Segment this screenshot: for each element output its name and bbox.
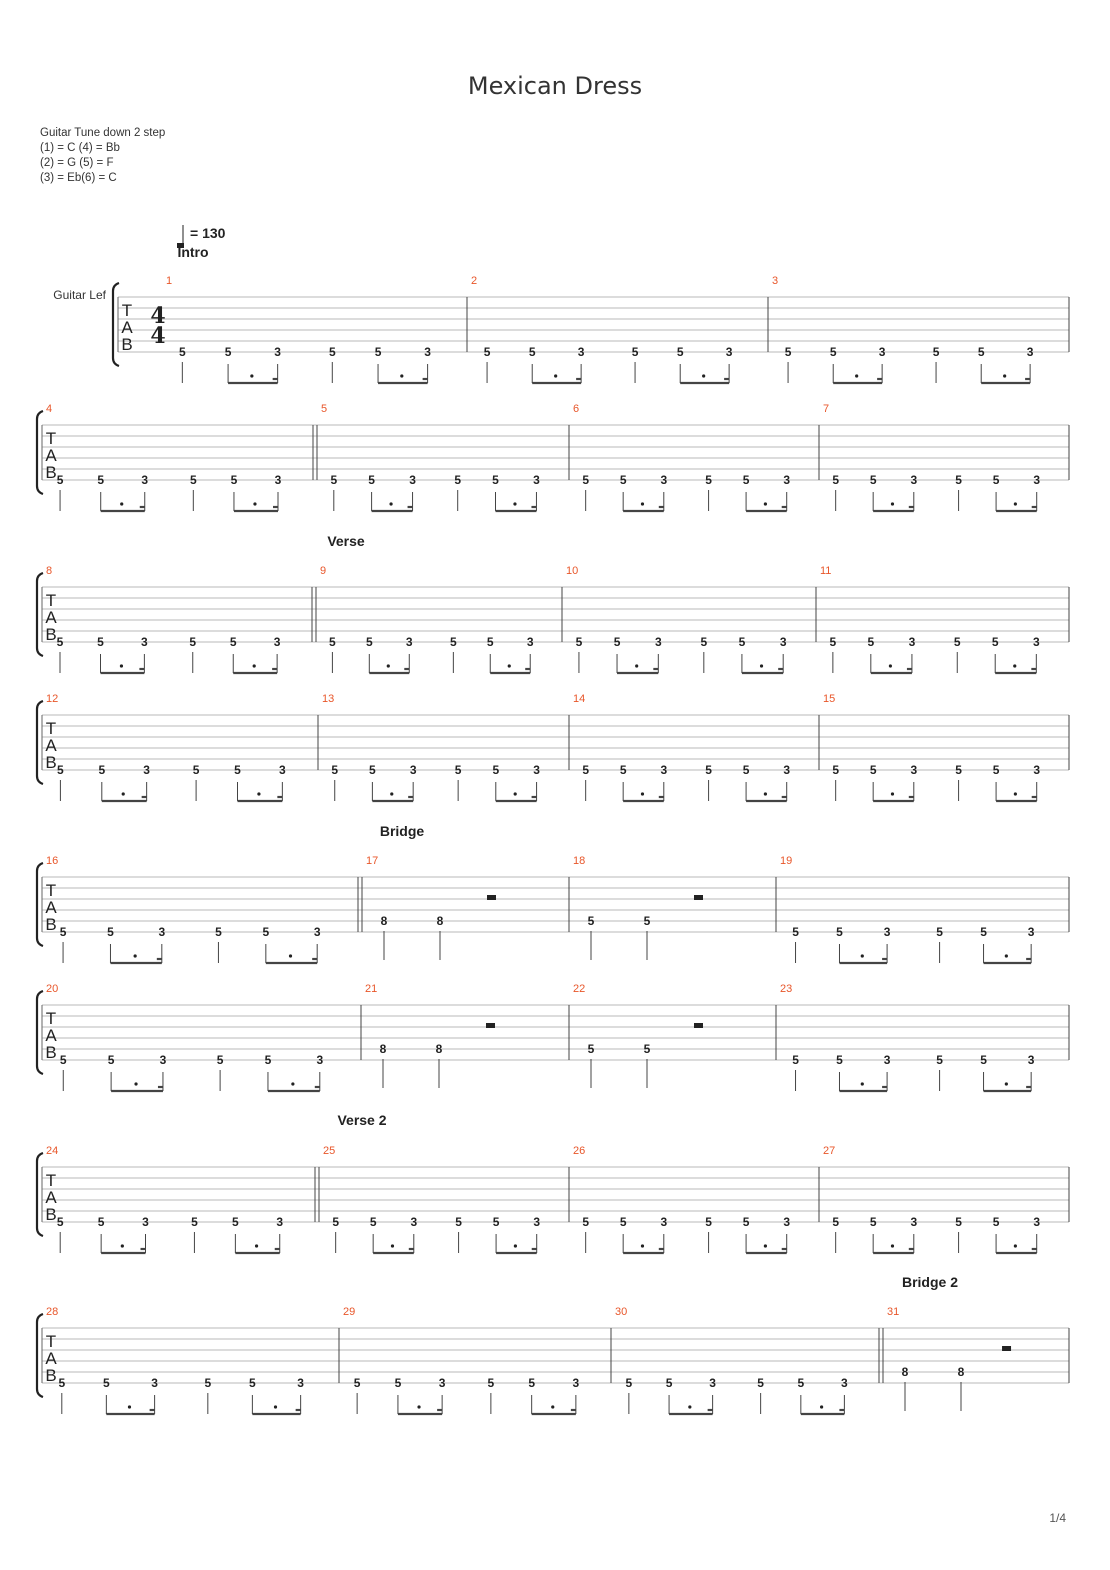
tempo-marking: = 130 xyxy=(190,225,226,241)
tab-clef-letter: B xyxy=(45,753,57,772)
tab-clef-letter: A xyxy=(45,736,57,755)
measure-number: 24 xyxy=(46,1145,59,1157)
fret-number: 5 xyxy=(492,473,499,487)
fret-number: 5 xyxy=(980,925,987,939)
fret-number: 5 xyxy=(224,345,232,359)
fret-number: 3 xyxy=(1033,473,1041,487)
fret-number: 3 xyxy=(276,1215,284,1229)
rhythm-dot xyxy=(891,502,894,505)
fret-number: 8 xyxy=(901,1365,909,1379)
fret-number: 5 xyxy=(582,763,590,777)
measure-number: 19 xyxy=(780,855,793,867)
tab-clef-letter: T xyxy=(45,719,57,738)
rhythm-dot xyxy=(253,664,256,667)
fret-number: 5 xyxy=(832,473,840,487)
tuning-line: (1) = C (4) = Bb xyxy=(40,142,120,154)
measure-number: 17 xyxy=(366,855,379,867)
fret-number: 5 xyxy=(676,345,684,359)
fret-number: 5 xyxy=(643,1042,651,1056)
rhythm-dot xyxy=(1014,792,1017,795)
measure-number: 7 xyxy=(823,403,830,415)
fret-number: 5 xyxy=(58,1376,66,1390)
fret-number: 5 xyxy=(331,763,339,777)
measure-number: 20 xyxy=(46,983,59,995)
rhythm-dot xyxy=(253,502,256,505)
fret-number: 3 xyxy=(159,1053,167,1067)
measure-number: 25 xyxy=(323,1145,336,1157)
fret-number: 5 xyxy=(936,925,943,939)
rhythm-dot xyxy=(861,954,864,957)
fret-number: 3 xyxy=(1027,925,1035,939)
rhythm-dot xyxy=(1014,1244,1017,1247)
fret-number: 5 xyxy=(582,1215,590,1229)
rhythm-dot xyxy=(1014,502,1017,505)
fret-number: 5 xyxy=(454,763,462,777)
fret-number: 5 xyxy=(59,1053,67,1067)
fret-number: 5 xyxy=(107,925,114,939)
tuning-header: Guitar Tune down 2 step xyxy=(40,127,166,139)
fret-number: 5 xyxy=(829,345,837,359)
fret-number: 8 xyxy=(379,1042,387,1056)
section-label: Bridge xyxy=(379,823,425,839)
tab-clef-letter: B xyxy=(121,335,133,354)
tuning-line: (2) = G (5) = F xyxy=(40,157,114,169)
rhythm-dot xyxy=(1003,374,1006,377)
measure-number: 16 xyxy=(46,855,59,867)
fret-number: 5 xyxy=(369,1215,377,1229)
rhythm-dot xyxy=(764,1244,767,1247)
fret-number: 5 xyxy=(189,635,197,649)
fret-number: 5 xyxy=(98,763,106,777)
measure-number: 27 xyxy=(823,1145,836,1157)
fret-number: 5 xyxy=(792,925,799,939)
measure-number: 31 xyxy=(887,1306,900,1318)
tab-clef-letter: B xyxy=(45,915,57,934)
fret-number: 3 xyxy=(1033,1215,1041,1229)
rhythm-dot xyxy=(389,502,392,505)
fret-number: 5 xyxy=(980,1053,987,1067)
rhythm-dot xyxy=(255,1244,258,1247)
tab-clef-letter: A xyxy=(45,898,57,917)
fret-number: 5 xyxy=(486,635,494,649)
fret-number: 5 xyxy=(487,1376,495,1390)
fret-number: 3 xyxy=(709,1376,716,1390)
fret-number: 5 xyxy=(234,763,241,777)
fret-number: 8 xyxy=(435,1042,443,1056)
fret-number: 5 xyxy=(56,473,64,487)
rhythm-dot xyxy=(1005,954,1008,957)
rhythm-dot xyxy=(134,954,137,957)
fret-number: 5 xyxy=(836,925,843,939)
fret-number: 3 xyxy=(783,763,791,777)
half-rest xyxy=(486,1023,495,1028)
instrument-name: Guitar Lef xyxy=(53,288,106,302)
fret-number: 3 xyxy=(660,473,668,487)
fret-number: 5 xyxy=(955,473,962,487)
fret-number: 5 xyxy=(619,1215,627,1229)
fret-number: 3 xyxy=(143,763,150,777)
rhythm-dot xyxy=(134,1082,137,1085)
fret-number: 3 xyxy=(660,1215,668,1229)
rhythm-dot xyxy=(121,1244,124,1247)
fret-number: 5 xyxy=(353,1376,361,1390)
fret-number: 3 xyxy=(409,473,416,487)
fret-number: 5 xyxy=(792,1053,799,1067)
tuning-line: (3) = Eb(6) = C xyxy=(40,172,117,184)
fret-number: 5 xyxy=(936,1053,943,1067)
fret-number: 3 xyxy=(783,473,791,487)
fret-number: 5 xyxy=(784,345,792,359)
rhythm-dot xyxy=(514,792,517,795)
rhythm-dot xyxy=(128,1405,131,1408)
rhythm-dot xyxy=(122,792,125,795)
fret-number: 8 xyxy=(380,914,388,928)
fret-number: 3 xyxy=(908,635,916,649)
fret-number: 5 xyxy=(328,345,336,359)
tab-clef-letter: T xyxy=(121,301,133,320)
measure-number: 15 xyxy=(823,693,836,705)
fret-number: 3 xyxy=(158,925,166,939)
fret-number: 3 xyxy=(142,1215,149,1229)
tab-clef-letter: T xyxy=(45,429,57,448)
tab-clef-letter: B xyxy=(45,1043,57,1062)
tab-clef-letter: T xyxy=(45,1009,57,1028)
fret-number: 5 xyxy=(528,345,536,359)
fret-number: 5 xyxy=(867,635,875,649)
fret-number: 5 xyxy=(742,1215,750,1229)
fret-number: 3 xyxy=(841,1376,848,1390)
fret-number: 5 xyxy=(582,473,590,487)
fret-number: 3 xyxy=(1032,635,1040,649)
tab-clef-letter: B xyxy=(45,1366,57,1385)
measure-number: 5 xyxy=(321,403,328,415)
fret-number: 3 xyxy=(660,763,668,777)
rhythm-dot xyxy=(400,374,403,377)
fret-number: 5 xyxy=(757,1376,764,1390)
measure-number: 29 xyxy=(343,1306,356,1318)
fret-number: 5 xyxy=(742,473,750,487)
fret-number: 5 xyxy=(103,1376,110,1390)
fret-number: 3 xyxy=(141,635,148,649)
rhythm-dot xyxy=(551,1405,554,1408)
tab-clef-letter: T xyxy=(45,1171,57,1190)
fret-number: 5 xyxy=(836,1053,843,1067)
fret-number: 3 xyxy=(409,763,417,777)
rhythm-dot xyxy=(891,792,894,795)
fret-number: 8 xyxy=(436,914,444,928)
fret-number: 5 xyxy=(232,1215,239,1229)
fret-number: 5 xyxy=(365,635,373,649)
fret-number: 5 xyxy=(492,1215,500,1229)
fret-number: 5 xyxy=(57,763,64,777)
fret-number: 5 xyxy=(189,473,197,487)
fret-number: 5 xyxy=(869,473,877,487)
half-rest xyxy=(694,1023,703,1028)
fret-number: 5 xyxy=(329,635,336,649)
section-label: Intro xyxy=(177,244,209,260)
rhythm-dot xyxy=(514,1244,517,1247)
measure-number: 28 xyxy=(46,1306,59,1318)
rhythm-dot xyxy=(635,664,638,667)
rhythm-dot xyxy=(641,792,644,795)
fret-number: 5 xyxy=(374,345,382,359)
rhythm-dot xyxy=(120,664,123,667)
fret-number: 5 xyxy=(742,763,750,777)
rhythm-dot xyxy=(554,374,557,377)
fret-number: 3 xyxy=(783,1215,791,1229)
song-title: Mexican Dress xyxy=(467,72,643,100)
section-label: Bridge 2 xyxy=(901,1274,959,1290)
rhythm-dot xyxy=(891,1244,894,1247)
fret-number: 5 xyxy=(332,1215,340,1229)
fret-number: 5 xyxy=(59,925,67,939)
fret-number: 3 xyxy=(438,1376,446,1390)
fret-number: 5 xyxy=(97,1215,105,1229)
fret-number: 5 xyxy=(56,1215,64,1229)
measure-number: 3 xyxy=(772,275,779,287)
fret-number: 5 xyxy=(230,473,238,487)
tab-clef-letter: A xyxy=(45,1188,57,1207)
page-number: 1/4 xyxy=(1049,1511,1066,1525)
fret-number: 3 xyxy=(151,1376,158,1390)
fret-number: 3 xyxy=(577,345,585,359)
fret-number: 3 xyxy=(533,763,540,777)
fret-number: 3 xyxy=(274,345,281,359)
fret-number: 5 xyxy=(587,914,595,928)
rhythm-dot xyxy=(417,1405,420,1408)
rhythm-dot xyxy=(508,664,511,667)
fret-number: 5 xyxy=(56,635,64,649)
fret-number: 5 xyxy=(229,635,237,649)
fret-number: 3 xyxy=(410,1215,418,1229)
fret-number: 5 xyxy=(977,345,985,359)
tab-clef-letter: A xyxy=(121,318,133,337)
fret-number: 5 xyxy=(992,473,1000,487)
fret-number: 3 xyxy=(1026,345,1034,359)
fret-number: 3 xyxy=(654,635,662,649)
fret-number: 5 xyxy=(619,473,627,487)
measure-number: 23 xyxy=(780,983,793,995)
time-signature-bottom: 4 xyxy=(150,323,166,349)
fret-number: 3 xyxy=(910,473,918,487)
rhythm-dot xyxy=(289,954,292,957)
fret-number: 5 xyxy=(700,635,708,649)
fret-number: 3 xyxy=(533,473,540,487)
rhythm-dot xyxy=(641,1244,644,1247)
half-rest xyxy=(1002,1346,1011,1351)
fret-number: 5 xyxy=(450,635,457,649)
fret-number: 5 xyxy=(264,1053,272,1067)
tab-clef-letter: A xyxy=(45,1349,57,1368)
rhythm-dot xyxy=(889,664,892,667)
fret-number: 3 xyxy=(572,1376,580,1390)
fret-number: 3 xyxy=(405,635,413,649)
fret-number: 5 xyxy=(216,1053,224,1067)
fret-number: 5 xyxy=(587,1042,595,1056)
tab-clef-letter: B xyxy=(45,463,57,482)
rhythm-dot xyxy=(855,374,858,377)
fret-number: 5 xyxy=(832,763,840,777)
fret-number: 5 xyxy=(330,473,338,487)
measure-number: 10 xyxy=(566,565,579,577)
fret-number: 5 xyxy=(705,473,712,487)
fret-number: 5 xyxy=(738,635,746,649)
fret-number: 3 xyxy=(313,925,321,939)
fret-number: 5 xyxy=(97,473,105,487)
fret-number: 5 xyxy=(625,1376,633,1390)
tab-clef-letter: A xyxy=(45,1026,57,1045)
fret-number: 5 xyxy=(932,345,940,359)
fret-number: 5 xyxy=(215,925,222,939)
fret-number: 5 xyxy=(955,763,962,777)
measure-number: 30 xyxy=(615,1306,628,1318)
fret-number: 3 xyxy=(725,345,733,359)
half-rest xyxy=(487,895,496,900)
fret-number: 5 xyxy=(97,635,104,649)
fret-number: 3 xyxy=(533,1215,541,1229)
tab-clef-letter: T xyxy=(45,881,57,900)
fret-number: 5 xyxy=(394,1376,402,1390)
fret-number: 5 xyxy=(955,1215,962,1229)
rhythm-dot xyxy=(688,1405,691,1408)
fret-number: 3 xyxy=(878,345,886,359)
tab-clef-letter: T xyxy=(45,1332,57,1351)
fret-number: 5 xyxy=(643,914,651,928)
fret-number: 5 xyxy=(178,345,186,359)
measure-number: 9 xyxy=(320,565,327,577)
measure-number: 13 xyxy=(322,693,335,705)
tab-clef-letter: B xyxy=(45,1205,57,1224)
fret-number: 5 xyxy=(204,1376,212,1390)
rhythm-dot xyxy=(861,1082,864,1085)
fret-number: 5 xyxy=(869,763,877,777)
fret-number: 3 xyxy=(274,473,282,487)
fret-number: 5 xyxy=(829,635,837,649)
fret-number: 3 xyxy=(910,1215,918,1229)
rhythm-dot xyxy=(641,502,644,505)
fret-number: 3 xyxy=(424,345,431,359)
rhythm-dot xyxy=(391,1244,394,1247)
rhythm-dot xyxy=(291,1082,294,1085)
half-rest xyxy=(694,895,703,900)
fret-number: 5 xyxy=(797,1376,805,1390)
fret-number: 5 xyxy=(492,763,500,777)
fret-number: 3 xyxy=(273,635,281,649)
fret-number: 3 xyxy=(297,1376,304,1390)
rhythm-dot xyxy=(274,1405,277,1408)
tab-clef-letter: A xyxy=(45,446,57,465)
fret-number: 5 xyxy=(483,345,491,359)
fret-number: 3 xyxy=(1033,763,1041,777)
rhythm-dot xyxy=(760,664,763,667)
measure-number: 12 xyxy=(46,693,59,705)
measure-number: 4 xyxy=(46,403,53,415)
fret-number: 5 xyxy=(369,763,376,777)
fret-number: 5 xyxy=(192,763,200,777)
tab-clef-letter: B xyxy=(45,625,57,644)
measure-number: 22 xyxy=(573,983,586,995)
rhythm-dot xyxy=(250,374,253,377)
measure-number: 11 xyxy=(820,565,832,577)
fret-number: 5 xyxy=(832,1215,840,1229)
tab-clef-letter: T xyxy=(45,591,57,610)
fret-number: 5 xyxy=(249,1376,256,1390)
measure-number: 14 xyxy=(573,693,586,705)
fret-number: 5 xyxy=(454,473,462,487)
fret-number: 3 xyxy=(883,1053,891,1067)
time-signature-top: 4 xyxy=(150,303,166,329)
fret-number: 5 xyxy=(705,763,712,777)
fret-number: 3 xyxy=(279,763,286,777)
fret-number: 3 xyxy=(1027,1053,1035,1067)
measure-number: 26 xyxy=(573,1145,586,1157)
fret-number: 8 xyxy=(957,1365,965,1379)
fret-number: 5 xyxy=(869,1215,877,1229)
fret-number: 5 xyxy=(455,1215,462,1229)
fret-number: 5 xyxy=(575,635,583,649)
rhythm-dot xyxy=(257,792,260,795)
fret-number: 3 xyxy=(779,635,787,649)
section-label: Verse xyxy=(327,533,365,549)
rhythm-dot xyxy=(764,502,767,505)
fret-number: 5 xyxy=(992,1215,1000,1229)
fret-number: 3 xyxy=(526,635,534,649)
measure-number: 8 xyxy=(46,565,53,577)
fret-number: 5 xyxy=(368,473,375,487)
section-label: Verse 2 xyxy=(337,1112,387,1128)
fret-number: 5 xyxy=(613,635,621,649)
fret-number: 5 xyxy=(619,763,627,777)
fret-number: 5 xyxy=(631,345,639,359)
rhythm-dot xyxy=(1013,664,1016,667)
rhythm-dot xyxy=(820,1405,823,1408)
fret-number: 5 xyxy=(107,1053,115,1067)
fret-number: 3 xyxy=(316,1053,324,1067)
measure-number: 18 xyxy=(573,855,586,867)
fret-number: 5 xyxy=(992,763,1000,777)
fret-number: 3 xyxy=(883,925,891,939)
rhythm-dot xyxy=(390,792,393,795)
rhythm-dot xyxy=(120,502,123,505)
rhythm-dot xyxy=(513,502,516,505)
rhythm-dot xyxy=(702,374,705,377)
rhythm-dot xyxy=(764,792,767,795)
tab-clef-letter: A xyxy=(45,608,57,627)
fret-number: 5 xyxy=(705,1215,712,1229)
fret-number: 3 xyxy=(141,473,149,487)
fret-number: 5 xyxy=(191,1215,198,1229)
measure-number: 6 xyxy=(573,403,580,415)
rhythm-dot xyxy=(387,664,390,667)
fret-number: 5 xyxy=(991,635,999,649)
measure-number: 21 xyxy=(365,983,378,995)
measure-number: 1 xyxy=(166,275,173,287)
fret-number: 5 xyxy=(665,1376,673,1390)
rhythm-dot xyxy=(1005,1082,1008,1085)
measure-number: 2 xyxy=(471,275,478,287)
fret-number: 5 xyxy=(262,925,270,939)
fret-number: 5 xyxy=(528,1376,536,1390)
fret-number: 3 xyxy=(910,763,918,777)
fret-number: 5 xyxy=(953,635,961,649)
